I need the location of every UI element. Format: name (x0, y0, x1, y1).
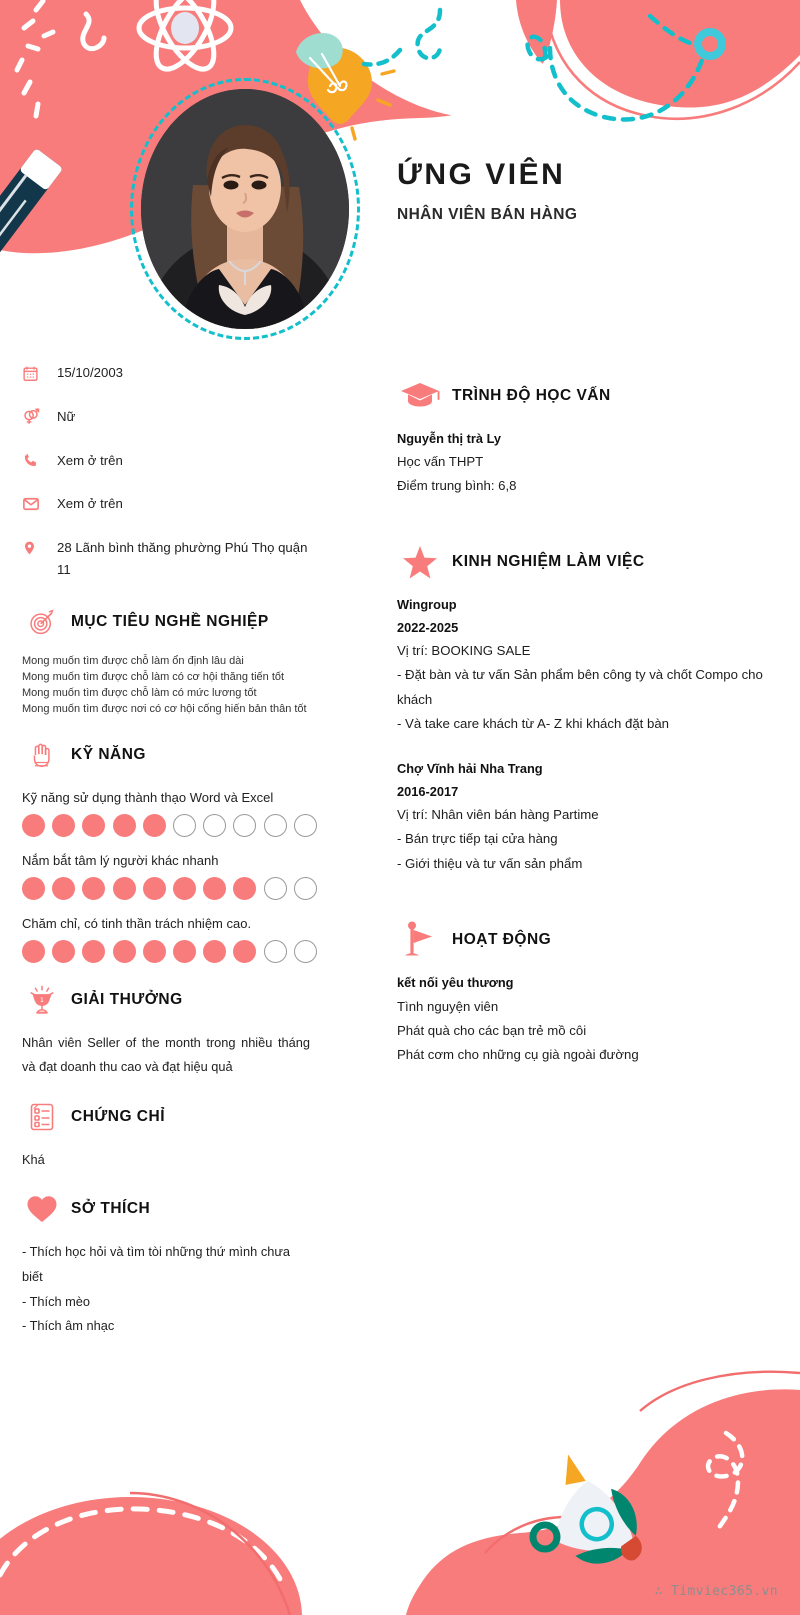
rating-dot (143, 814, 166, 837)
experience-job (397, 758, 769, 876)
contact-item-address (22, 537, 322, 581)
skill-label: Chăm chỉ, có tinh thần trách nhiệm cao. (22, 915, 252, 931)
candidate-name: ỨNG VIÊN (397, 158, 566, 191)
contact-item-email (22, 493, 322, 515)
section-skills-header (22, 736, 322, 774)
rating-dot (264, 877, 287, 900)
skill-rating (22, 940, 322, 963)
section-awards-header (22, 981, 322, 1019)
education-level: Học vấn THPT (397, 454, 484, 470)
section-title: KỸ NĂNG (71, 745, 146, 763)
job-duty: - Bán trực tiếp tại cửa hàng (397, 831, 558, 847)
section-title: TRÌNH ĐỘ HỌC VẤN (452, 387, 611, 404)
rating-dot (22, 814, 45, 837)
rating-dot (82, 814, 105, 837)
rating-dot (52, 940, 75, 963)
section-activities-header (397, 920, 769, 960)
rating-dot (173, 940, 196, 963)
job-company: Chợ Vĩnh hải Nha Trang (397, 761, 543, 777)
skill-rating (22, 877, 322, 900)
section-experience-header (397, 542, 769, 582)
rating-dot (294, 814, 317, 837)
hobby-item: - Thích mèo (22, 1293, 91, 1309)
skill-item (22, 790, 322, 837)
rating-dot (22, 877, 45, 900)
certificate-icon (22, 1098, 62, 1136)
activity-entry (397, 972, 769, 1066)
activity-line: Phát quà cho các bạn trẻ mồ côi (397, 1022, 587, 1038)
rating-dot (22, 940, 45, 963)
activity-line: Phát cơm cho những cụ già ngoài đường (397, 1046, 639, 1062)
contact-value: 28 Lãnh bình thăng phường Phú Thọ quận 11 (57, 540, 308, 577)
skill-item (22, 916, 322, 963)
job-duty: - Và take care khách từ A- Z khi khách đặt bàn (397, 716, 669, 732)
rating-dot (173, 877, 196, 900)
rating-dot (82, 940, 105, 963)
activity-line: Tình nguyện viên (397, 998, 499, 1014)
phone-icon (22, 451, 46, 471)
target-icon (22, 603, 62, 641)
rating-dot (113, 814, 136, 837)
hand-icon (22, 736, 62, 774)
contact-item-birthdate (22, 362, 322, 384)
section-title: KINH NGHIỆM LÀM VIỆC (452, 553, 645, 571)
rating-dot (203, 877, 226, 900)
section-education-header (397, 376, 769, 416)
job-period: 2022-2025 (397, 619, 459, 635)
spacer (397, 736, 769, 758)
contact-value: Nữ (57, 408, 76, 424)
section-certificate-header (22, 1098, 322, 1136)
spacer (397, 876, 769, 902)
experience-job (397, 594, 769, 736)
job-duty: - Đặt bàn và tư vấn Sản phẩm bên công ty và chốt Compo cho khách (397, 667, 763, 707)
contact-list (22, 362, 322, 581)
rating-dot (143, 877, 166, 900)
job-position: Vị trí: Nhân viên bán hàng Partime (397, 807, 599, 823)
job-duty: - Giới thiệu và tư vấn sản phẩm (397, 855, 583, 871)
flag-icon (397, 920, 443, 960)
section-objective-header (22, 603, 322, 641)
rating-dot (52, 814, 75, 837)
right-column (397, 358, 769, 1067)
job-position: Vị trí: BOOKING SALE (397, 643, 531, 659)
rating-dot (203, 940, 226, 963)
heart-icon (22, 1190, 62, 1228)
star-icon (397, 542, 443, 582)
spacer (397, 498, 769, 524)
objective-line: Mong muốn tìm được chỗ làm có cơ hội thăng tiến tốt (22, 670, 285, 683)
objective-line: Mong muốn tìm được chỗ làm có mức lương tốt (22, 687, 257, 700)
rating-dot (294, 940, 317, 963)
trophy-icon (22, 981, 62, 1019)
contact-value: 15/10/2003 (57, 365, 124, 380)
education-school: Nguyễn thị trà Ly (397, 431, 502, 446)
watermark: ∴ Timviec365.vn (654, 1584, 778, 1599)
avatar-dashed-ring (130, 78, 360, 340)
rating-dot (233, 814, 256, 837)
rating-dot (82, 877, 105, 900)
skill-label: Kỹ năng sử dụng thành thạo Word và Excel (22, 789, 274, 805)
contact-item-phone (22, 450, 322, 472)
rating-dot (173, 814, 196, 837)
section-hobbies-header (22, 1190, 322, 1228)
name-block (397, 158, 577, 224)
gender-icon (22, 407, 46, 427)
job-period: 2016-2017 (397, 783, 459, 799)
contact-value: Xem ở trên (57, 496, 123, 512)
objective-line: Mong muốn tìm được nơi có cơ hội cống hiến bản thân tốt (22, 703, 307, 716)
education-entry (397, 428, 769, 498)
rating-dot (52, 877, 75, 900)
email-icon (22, 494, 46, 514)
avatar (130, 78, 360, 340)
section-title: GIẢI THƯỞNG (71, 990, 183, 1008)
footer-decoration (0, 1285, 800, 1615)
section-title: MỤC TIÊU NGHỀ NGHIỆP (71, 612, 269, 630)
rating-dot (233, 877, 256, 900)
rating-dot (264, 814, 287, 837)
rating-dot (113, 877, 136, 900)
section-title: SỞ THÍCH (71, 1200, 151, 1218)
hobby-item: - Thích học hỏi và tìm tòi những thứ mình chưa biết (22, 1244, 291, 1284)
graduation-cap-icon (397, 376, 443, 416)
job-company: Wingroup (397, 597, 457, 613)
education-gpa: Điểm trung bình: 6,8 (397, 478, 517, 494)
left-column (22, 362, 322, 1339)
contact-value: Xem ở trên (57, 452, 123, 468)
certificate-text: Khá (22, 1151, 45, 1167)
rating-dot (294, 877, 317, 900)
candidate-role: NHÂN VIÊN BÁN HÀNG (397, 205, 578, 223)
skill-item (22, 853, 322, 900)
objective-text (22, 653, 312, 718)
section-title: CHỨNG CHỈ (71, 1107, 165, 1125)
calendar-icon (22, 363, 46, 383)
section-title: HOẠT ĐỘNG (452, 931, 552, 949)
svg-text:1: 1 (39, 995, 45, 1004)
awards-text: Nhân viên Seller of the month trong nhiều tháng và đạt doanh thu cao và đạt hiệu quả (22, 1034, 310, 1075)
rating-dot (203, 814, 226, 837)
skill-rating (22, 814, 322, 837)
contact-item-gender (22, 406, 322, 428)
activity-name: kết nối yêu thương (397, 975, 514, 991)
rating-dot (233, 940, 256, 963)
rating-dot (143, 940, 166, 963)
rating-dot (264, 940, 287, 963)
hobby-item: - Thích âm nhạc (22, 1318, 115, 1334)
footer-shapes-svg (0, 1285, 800, 1615)
location-icon (22, 538, 46, 558)
objective-line: Mong muốn tìm được chỗ làm ổn định lâu dài (22, 654, 244, 667)
rating-dot (113, 940, 136, 963)
skill-label: Nắm bắt tâm lý người khác nhanh (22, 852, 219, 868)
coral-blob-left (0, 1497, 302, 1615)
